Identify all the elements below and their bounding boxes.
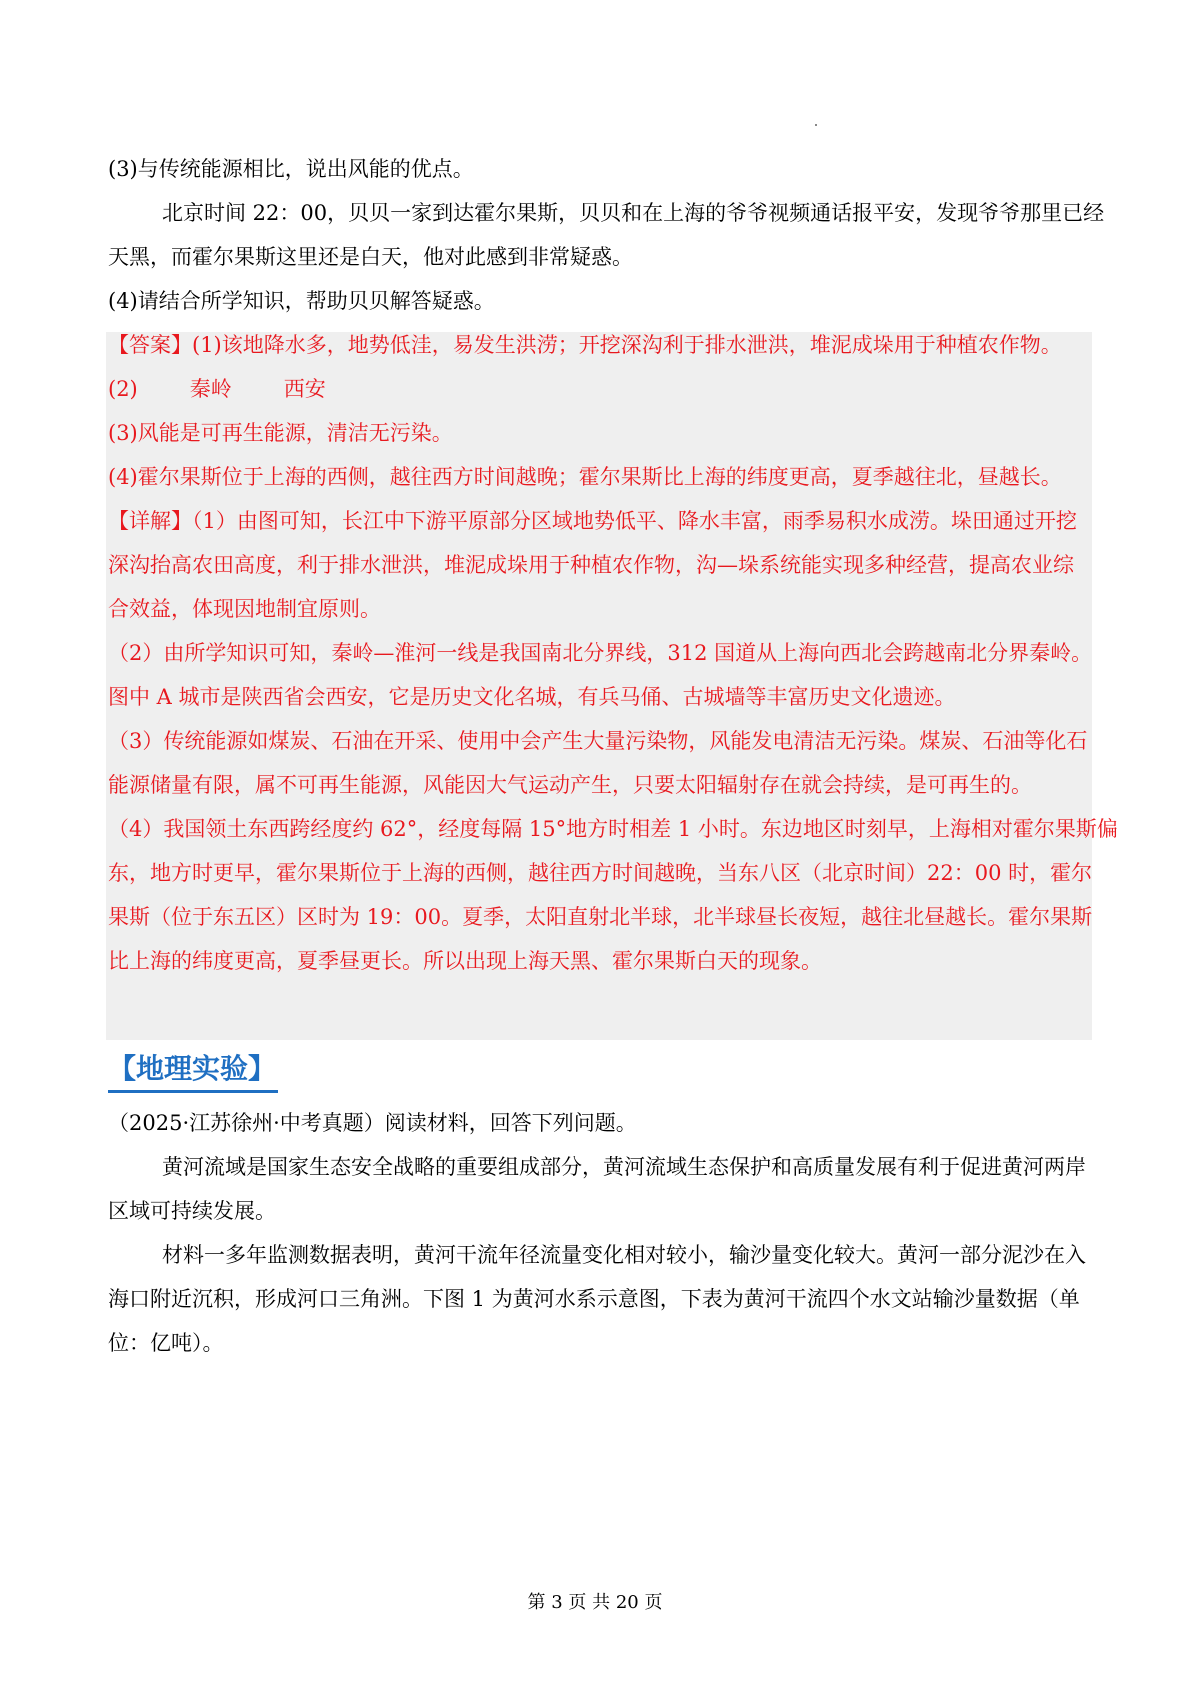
page-footer: 第 3 页 共 20 页 xyxy=(527,1592,663,1613)
material-line: 海口附近沉积，形成河口三角洲。下图 1 为黄河水系示意图，下表为黄河干流四个水文站输沙量数据（单 xyxy=(108,1287,1080,1311)
section-title-underline xyxy=(108,1090,278,1093)
detail-line xyxy=(108,506,1090,536)
answer-2-value-2: 西安 xyxy=(283,377,326,401)
answer-1-text: (1)该地降水多，地势低洼，易发生洪涝；开挖深沟利于排水泄洪，堆泥成垛用于种植农作物。 xyxy=(192,333,1062,357)
answer-2-value-1: 秦岭 xyxy=(189,377,232,401)
question-4: (4)请结合所学知识，帮助贝贝解答疑惑。 xyxy=(108,289,495,313)
answer-line-1 xyxy=(108,330,1090,360)
detail-line: 深沟抬高农田高度，利于排水泄洪，堆泥成垛用于种植农作物，沟—垛系统能实现多种经营，提高农业综 xyxy=(108,553,1074,577)
detail-label: 【详解】 xyxy=(108,509,192,533)
answer-2-number: (2) xyxy=(108,377,138,401)
detail-line: （3）传统能源如煤炭、石油在开采、使用中会产生大量污染物，风能发电清洁无污染。煤炭、石油等化石 xyxy=(108,729,1088,753)
detail-line: 东，地方时更早，霍尔果斯位于上海的西侧，越往西方时间越晚，当东八区（北京时间）22：00 时，霍尔 xyxy=(108,861,1093,885)
material-line: 位：亿吨）。 xyxy=(108,1331,224,1355)
answer-label: 【答案】 xyxy=(108,333,192,357)
detail-line: 合效益，体现因地制宜原则。 xyxy=(108,597,381,621)
detail-line: （2）由所学知识可知，秦岭—淮河一线是我国南北分界线，312 国道从上海向西北会跨越南北分界秦岭。 xyxy=(108,641,1093,665)
material-paragraph-line: 天黑，而霍尔果斯这里还是白天，他对此感到非常疑惑。 xyxy=(108,245,633,269)
section-title: 【地理实验】 xyxy=(108,1052,277,1085)
material-paragraph-line: 北京时间 22：00，贝贝一家到达霍尔果斯，贝贝和在上海的爷爷视频通话报平安，发现爷爷那里已经 xyxy=(162,201,1105,225)
answer-line-4: (4)霍尔果斯位于上海的西侧，越往西方时间越晚；霍尔果斯比上海的纬度更高，夏季越往北，昼越长。 xyxy=(108,465,1062,489)
stray-mark xyxy=(815,124,817,126)
intro-line: 区域可持续发展。 xyxy=(108,1199,276,1223)
detail-line: 能源储量有限，属不可再生能源，风能因大气运动产生，只要太阳辐射存在就会持续，是可再生的。 xyxy=(108,773,1032,797)
detail-line: （4）我国领土东西跨经度约 62°，经度每隔 15°地方时相差 1 小时。东边地区时刻早，上海相对霍尔果斯偏 xyxy=(108,817,1118,841)
answer-line-2 xyxy=(108,374,1090,404)
material-line: 材料一多年监测数据表明，黄河干流年径流量变化相对较小，输沙量变化较大。黄河一部分泥沙在入 xyxy=(162,1243,1086,1267)
detail-line: 果斯（位于东五区）区时为 19：00。夏季，太阳直射北半球，北半球昼长夜短，越往北昼越长。霍尔果斯 xyxy=(108,905,1093,929)
question-3: (3)与传统能源相比，说出风能的优点。 xyxy=(108,157,474,181)
question-source: （2025·江苏徐州·中考真题）阅读材料，回答下列问题。 xyxy=(108,1111,637,1135)
detail-1-text: （1）由图可知，长江中下游平原部分区域地势低平、降水丰富，雨季易积水成涝。垛田通过开挖 xyxy=(192,509,1077,533)
answer-line-3: (3)风能是可再生能源，清洁无污染。 xyxy=(108,421,453,445)
detail-line: 图中 A 城市是陕西省会西安，它是历史文化名城，有兵马俑、古城墙等丰富历史文化遗迹。 xyxy=(108,685,956,709)
detail-line: 比上海的纬度更高，夏季昼更长。所以出现上海天黑、霍尔果斯白天的现象。 xyxy=(108,949,822,973)
intro-line: 黄河流域是国家生态安全战略的重要组成部分，黄河流域生态保护和高质量发展有利于促进黄河两岸 xyxy=(162,1155,1086,1179)
